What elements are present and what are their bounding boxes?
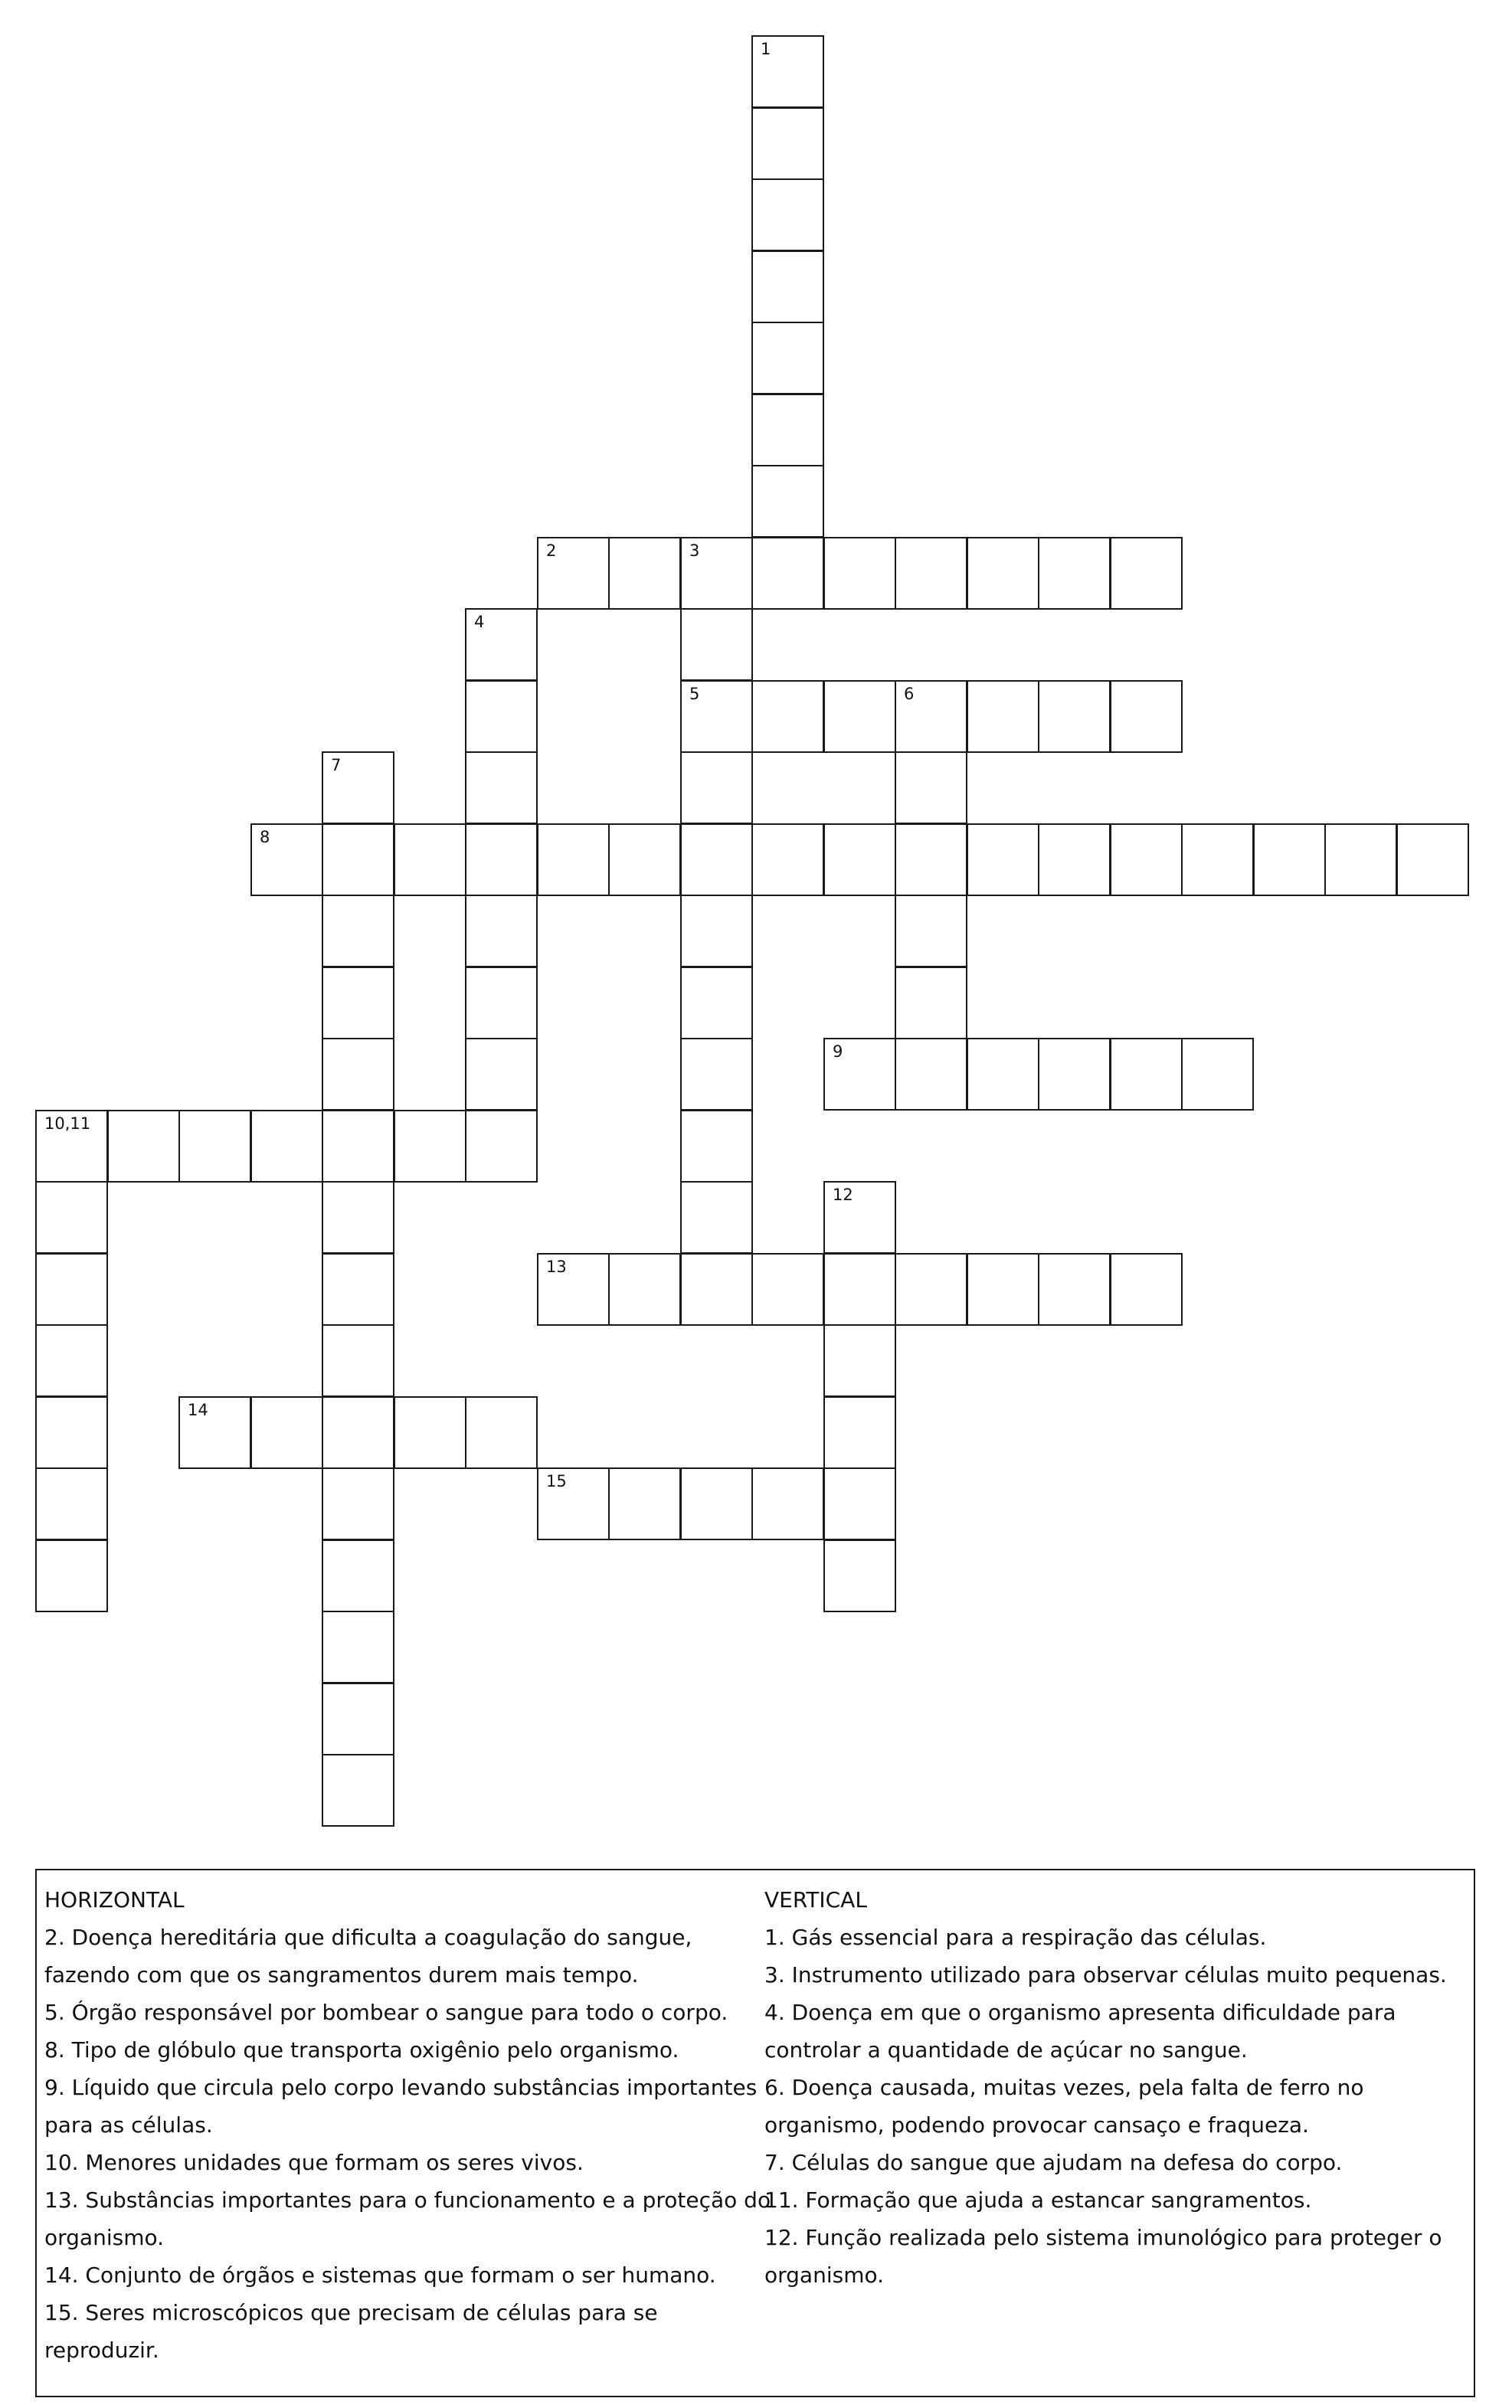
clue-number: 14: [188, 1401, 208, 1419]
crossword-cell[interactable]: [608, 537, 681, 610]
crossword-cell[interactable]: [680, 895, 753, 967]
clue-number: 13: [546, 1258, 567, 1276]
crossword-cell[interactable]: [35, 1324, 108, 1397]
crossword-cell[interactable]: [394, 1110, 466, 1183]
clue-v-12: 12. Função realizada pelo sistema imunológico para proteger o organismo.: [764, 2225, 1442, 2288]
crossword-cell[interactable]: [1181, 823, 1254, 896]
crossword-cell[interactable]: [322, 1181, 394, 1254]
crossword-cell[interactable]: [895, 823, 967, 896]
clues-box: [35, 1869, 1475, 2397]
crossword-cell[interactable]: [680, 823, 753, 896]
crossword-cell[interactable]: [751, 680, 824, 753]
crossword-cell[interactable]: [751, 250, 824, 323]
crossword-cell[interactable]: [680, 680, 753, 753]
crossword-cell[interactable]: [823, 537, 896, 610]
crossword-cell[interactable]: [322, 1110, 394, 1183]
crossword-cell[interactable]: [895, 895, 967, 967]
vertical-clues: [764, 1881, 1465, 2294]
crossword-cell[interactable]: [465, 751, 538, 824]
crossword-cell[interactable]: [465, 895, 538, 967]
crossword-cell[interactable]: [1110, 823, 1183, 896]
crossword-cell[interactable]: [35, 1396, 108, 1469]
crossword-cell[interactable]: [680, 608, 753, 681]
clue-h-13: 13. Substâncias importantes para o funcionamento e a proteção do organismo.: [44, 2187, 771, 2250]
crossword-cell[interactable]: [465, 1038, 538, 1111]
crossword-cell[interactable]: [680, 1181, 753, 1254]
crossword-cell[interactable]: [608, 1467, 681, 1540]
crossword-cell[interactable]: [823, 1038, 896, 1111]
crossword-cell[interactable]: [322, 1396, 394, 1469]
clue-number: 9: [833, 1042, 843, 1061]
crossword-cell[interactable]: [751, 107, 824, 180]
crossword-cell[interactable]: [322, 1324, 394, 1397]
crossword-cell[interactable]: [680, 967, 753, 1039]
crossword-cell[interactable]: [465, 967, 538, 1039]
crossword-cell[interactable]: [823, 1539, 896, 1612]
crossword-cell[interactable]: [322, 1539, 394, 1612]
clue-v-3: 3. Instrumento utilizado para observar células muito pequenas.: [764, 1962, 1447, 1988]
crossword-cell[interactable]: [680, 1110, 753, 1183]
crossword-cell[interactable]: [1110, 1253, 1183, 1326]
crossword-cell[interactable]: [823, 1181, 896, 1254]
crossword-cell[interactable]: [1110, 680, 1183, 753]
crossword-cell[interactable]: [680, 751, 753, 824]
crossword-cell[interactable]: [322, 1683, 394, 1755]
clue-number: 1: [761, 40, 771, 58]
crossword-cell[interactable]: [322, 1253, 394, 1326]
clue-h-2: 2. Doença hereditária que dificulta a coagulação do sangue, fazendo com que os sangramentos durem mais tempo.: [44, 1925, 692, 1988]
crossword-cell[interactable]: [751, 1253, 824, 1326]
crossword-cell[interactable]: [465, 608, 538, 681]
crossword-cell[interactable]: [608, 823, 681, 896]
clue-v-7: 7. Células do sangue que ajudam na defesa do corpo.: [764, 2150, 1343, 2175]
crossword-cell[interactable]: [322, 1754, 394, 1827]
crossword-cell[interactable]: [751, 322, 824, 394]
horizontal-clues: [44, 1881, 772, 2369]
crossword-cell[interactable]: [751, 394, 824, 466]
crossword-cell[interactable]: [537, 1253, 610, 1326]
crossword-cell[interactable]: [895, 1038, 967, 1111]
clue-v-11: 11. Formação que ajuda a estancar sangramentos.: [764, 2187, 1312, 2213]
crossword-cell[interactable]: [1181, 1038, 1254, 1111]
crossword-cell[interactable]: [322, 967, 394, 1039]
crossword-cell[interactable]: [751, 537, 824, 610]
crossword-cell[interactable]: [680, 1467, 753, 1540]
crossword-cell[interactable]: [250, 823, 323, 896]
clue-number: 2: [546, 541, 557, 560]
crossword-cell[interactable]: [35, 1253, 108, 1326]
crossword-cell[interactable]: [35, 1539, 108, 1612]
crossword-cell[interactable]: [1253, 823, 1326, 896]
crossword-cell[interactable]: [895, 751, 967, 824]
crossword-cell[interactable]: [322, 1611, 394, 1683]
crossword-cell[interactable]: [823, 1467, 896, 1540]
crossword-cell[interactable]: [537, 537, 610, 610]
clue-h-14: 14. Conjunto de órgãos e sistemas que formam o ser humano.: [44, 2262, 716, 2288]
clue-number: 10,11: [44, 1114, 91, 1133]
clue-number: 15: [546, 1472, 567, 1490]
clue-h-10: 10. Menores unidades que formam os seres vivos.: [44, 2150, 584, 2175]
crossword-cell[interactable]: [107, 1110, 180, 1183]
crossword-cell[interactable]: [322, 823, 394, 896]
clue-number: 4: [474, 613, 485, 631]
crossword-cell[interactable]: [394, 1396, 466, 1469]
clue-v-6: 6. Doença causada, muitas vezes, pela falta de ferro no organismo, podendo provocar cansaço e fraqueza.: [764, 2075, 1364, 2138]
crossword-cell[interactable]: [1038, 1038, 1111, 1111]
crossword-cell[interactable]: [465, 823, 538, 896]
clue-h-8: 8. Tipo de glóbulo que transporta oxigênio pelo organismo.: [44, 2037, 679, 2063]
crossword-cell[interactable]: [608, 1253, 681, 1326]
crossword-cell[interactable]: [967, 823, 1039, 896]
crossword-cell[interactable]: [680, 1038, 753, 1111]
crossword-cell[interactable]: [35, 1181, 108, 1254]
crossword-cell[interactable]: [1038, 1253, 1111, 1326]
crossword-cell[interactable]: [895, 1253, 967, 1326]
crossword-cell[interactable]: [895, 537, 967, 610]
crossword-cell[interactable]: [1110, 1038, 1183, 1111]
crossword-cell[interactable]: [823, 1396, 896, 1469]
crossword-cell[interactable]: [680, 1253, 753, 1326]
crossword-cell[interactable]: [537, 1467, 610, 1540]
crossword-cell[interactable]: [178, 1110, 251, 1183]
crossword-cell[interactable]: [1396, 823, 1469, 896]
crossword-cell[interactable]: [465, 680, 538, 753]
crossword-cell[interactable]: [178, 1396, 251, 1469]
crossword-cell[interactable]: [465, 1110, 538, 1183]
crossword-cell[interactable]: [322, 895, 394, 967]
crossword-cell[interactable]: [1038, 823, 1111, 896]
crossword-cell[interactable]: [322, 751, 394, 824]
crossword-cell[interactable]: [823, 823, 896, 896]
clue-number: 5: [689, 685, 700, 703]
clue-number: 8: [260, 828, 270, 846]
crossword-cell[interactable]: [1110, 537, 1183, 610]
crossword-cell[interactable]: [751, 35, 824, 108]
clue-v-1: 1. Gás essencial para a respiração das células.: [764, 1925, 1267, 1950]
vertical-heading: VERTICAL: [764, 1887, 867, 1912]
clue-number: 12: [833, 1186, 853, 1204]
crossword-cell[interactable]: [967, 1253, 1039, 1326]
clue-h-15: 15. Seres microscópicos que precisam de células para se reproduzir.: [44, 2300, 658, 2363]
crossword-cell[interactable]: [967, 537, 1039, 610]
crossword-cell[interactable]: [1324, 823, 1397, 896]
crossword-cell[interactable]: [823, 680, 896, 753]
crossword-cell[interactable]: [680, 537, 753, 610]
crossword-cell[interactable]: [537, 823, 610, 896]
crossword-cell[interactable]: [1038, 537, 1111, 610]
crossword-cell[interactable]: [35, 1467, 108, 1540]
crossword-cell[interactable]: [895, 967, 967, 1039]
crossword-cell[interactable]: [322, 1038, 394, 1111]
crossword-cell[interactable]: [967, 1038, 1039, 1111]
crossword-cell[interactable]: [394, 823, 466, 896]
crossword-cell[interactable]: [465, 1396, 538, 1469]
crossword-cell[interactable]: [250, 1396, 323, 1469]
crossword-cell[interactable]: [322, 1467, 394, 1540]
clue-number: 7: [331, 756, 342, 774]
crossword-cell[interactable]: [751, 1467, 824, 1540]
clue-number: 6: [904, 685, 915, 703]
horizontal-heading: HORIZONTAL: [44, 1887, 185, 1912]
clue-h-5: 5. Órgão responsável por bombear o sangue para todo o corpo.: [44, 2000, 728, 2025]
crossword-cell[interactable]: [751, 465, 824, 538]
clue-number: 3: [689, 541, 700, 560]
crossword-cell[interactable]: [250, 1110, 323, 1183]
crossword-cell[interactable]: [823, 1324, 896, 1397]
crossword-cell[interactable]: [1038, 680, 1111, 753]
clue-h-9: 9. Líquido que circula pelo corpo levando substâncias importantes para as células.: [44, 2075, 758, 2138]
crossword-cell[interactable]: [751, 823, 824, 896]
crossword-cell[interactable]: [895, 680, 967, 753]
clue-v-4: 4. Doença em que o organismo apresenta dificuldade para controlar a quantidade de açúcar no sangue.: [764, 2000, 1396, 2063]
crossword-cell[interactable]: [967, 680, 1039, 753]
crossword-cell[interactable]: [823, 1253, 896, 1326]
crossword-cell[interactable]: [35, 1110, 108, 1183]
crossword-cell[interactable]: [751, 178, 824, 251]
